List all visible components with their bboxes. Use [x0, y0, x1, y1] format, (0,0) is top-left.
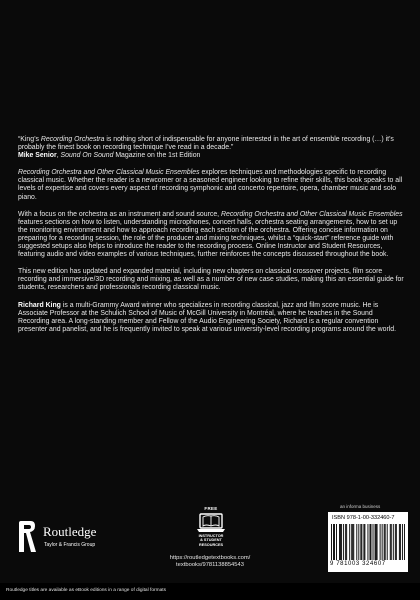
barcode-bar	[349, 524, 350, 560]
barcode-bars	[331, 524, 405, 560]
barcode-bar	[385, 524, 386, 560]
description-paragraph-2	[18, 211, 404, 260]
barcode-bar	[370, 524, 371, 560]
barcode-bar	[343, 524, 344, 560]
book-laptop-icon	[196, 512, 226, 534]
barcode-bar	[361, 524, 362, 560]
barcode-bar	[391, 524, 392, 560]
free-label: FREE	[204, 506, 218, 511]
barcode-bar	[339, 524, 340, 560]
routledge-logo	[16, 518, 126, 562]
quote-text: “King’s	[18, 136, 41, 143]
para1-text: explores techniques and methodologies specific to recording classical music. Whether the reader is a newcomer or a seasoned engineer looking to refine their skills, this book speaks to all levels of expertise and covers every aspect of recording symphonic and concerto repertoire, opera, chamber music and solo piano.	[18, 169, 403, 201]
informa-tagline: an informa business	[340, 504, 381, 509]
description-paragraph-3	[18, 268, 404, 292]
barcode-bar	[371, 524, 372, 560]
barcode-bar	[387, 524, 388, 560]
resources-url-line1: https://routledgetextbooks.com/	[169, 555, 251, 561]
routledge-logo-icon	[16, 520, 38, 554]
publisher-group: Taylor & Francis Group	[44, 542, 96, 548]
resources-label-line1: INSTRUCTOR	[198, 534, 224, 538]
barcode-bar	[396, 524, 397, 560]
quote-text-cont: is nothing short of indispensable for anyone interested in the art of ensemble recording (…) it’s probably the finest book on recording technique I’ve read in a decade.”	[18, 136, 394, 152]
barcode-digits: 9 781003 324607	[330, 561, 386, 567]
barcode-bar	[390, 524, 391, 560]
barcode-bar	[336, 524, 337, 560]
para2-text-cont: features sections on how to listen, understanding microphones, concert halls, orchestra seating arrangements, how to set up the monitoring environment and how to approach recording each section of the orchestra. Offering concise information on preparing for a recording session, the role of the producer and mixing techniques, whilst a “quick-start” reference guide with suggested setups also helps to introduce the reader to the recording process. Online Instructor and Student Resources, featuring audio and video examples of various techniques, further reinforces the concepts discussed throughout the book.	[18, 218, 398, 259]
author-bio-text: is a multi-Grammy Award winner who specializes in recording classical, jazz and film score music. He is Associate Professor at the Schulich School of Music of McGill University in Montréal, where he teaches in the Sound Recording area. A long-standing member and Fellow of the Audio Engineering Society, Richard is a regular convention presenter and panelist, and he is frequently invited to speak at various university-level recording programs around the world.	[18, 301, 397, 333]
resources-url	[150, 555, 270, 569]
barcode-bar	[352, 524, 353, 560]
barcode-bar	[373, 524, 374, 560]
description-paragraph-1	[18, 169, 404, 201]
barcode-bar	[367, 524, 368, 560]
barcode-bar	[341, 524, 342, 560]
isbn-number: ISBN 978-1-00-332460-7	[332, 515, 395, 521]
resources-label-line2: & STUDENT	[200, 538, 222, 543]
footer-note: Routledge titles are available as eBook editions in a range of digital formats	[6, 588, 166, 593]
book-title-italic: Recording Orchestra and Other Classical Music Ensembles	[18, 169, 200, 177]
resources-label-line3: RESOURCES	[198, 542, 224, 547]
back-cover-text	[18, 136, 404, 343]
isbn-barcode	[328, 512, 408, 572]
barcode-bar	[363, 524, 364, 560]
barcode-bar	[358, 524, 359, 560]
barcode-bar	[399, 524, 400, 560]
barcode-bar	[333, 524, 334, 560]
barcode-bar	[331, 524, 332, 560]
quote-author: Mike Senior	[18, 152, 57, 160]
barcode-bar	[351, 524, 352, 560]
quote-book-title: Recording Orchestra	[40, 136, 105, 143]
para3-text: This new edition has updated and expanded material, including new chapters on classical crossover projects, film score recording and immersive/3D recording and mixing, as well as a number of new case studies, making this an essential guide for students, researchers and professionals recording classical music.	[18, 268, 404, 292]
quote-source: Sound On Sound	[60, 152, 114, 160]
barcode-bar	[393, 524, 394, 560]
author-name: Richard King	[18, 301, 61, 309]
barcode-bar	[353, 524, 354, 560]
quote-sep: ,	[56, 152, 61, 160]
barcode-bar	[346, 524, 347, 560]
barcode-bar	[377, 524, 378, 560]
quote-source-rest: Magazine on the 1st Edition	[113, 152, 201, 160]
publisher-name: Routledge	[43, 524, 97, 539]
barcode-bar	[382, 524, 383, 560]
barcode-bar	[375, 524, 376, 560]
resources-label	[176, 534, 246, 547]
review-quote	[18, 136, 404, 160]
barcode-bar	[376, 524, 377, 560]
barcode-bar	[400, 524, 401, 560]
barcode-bar	[340, 524, 341, 560]
barcode-bar	[380, 524, 381, 560]
barcode-bar	[395, 524, 396, 560]
barcode-bar	[356, 524, 357, 560]
barcode-bar	[402, 524, 403, 560]
para2-text: With a focus on the orchestra as an instrument and sound source,	[18, 210, 222, 218]
barcode-bar	[404, 524, 405, 560]
resources-url-line2: textbooks/9781138854543	[176, 562, 244, 568]
para2-book-title: Recording Orchestra and Other Classical Music Ensembles	[221, 210, 403, 218]
barcode-bar	[384, 524, 385, 560]
barcode-bar	[345, 524, 346, 560]
barcode-bar	[364, 524, 365, 560]
barcode-bar	[334, 524, 335, 560]
barcode-bar	[360, 524, 361, 560]
author-bio	[18, 302, 404, 334]
